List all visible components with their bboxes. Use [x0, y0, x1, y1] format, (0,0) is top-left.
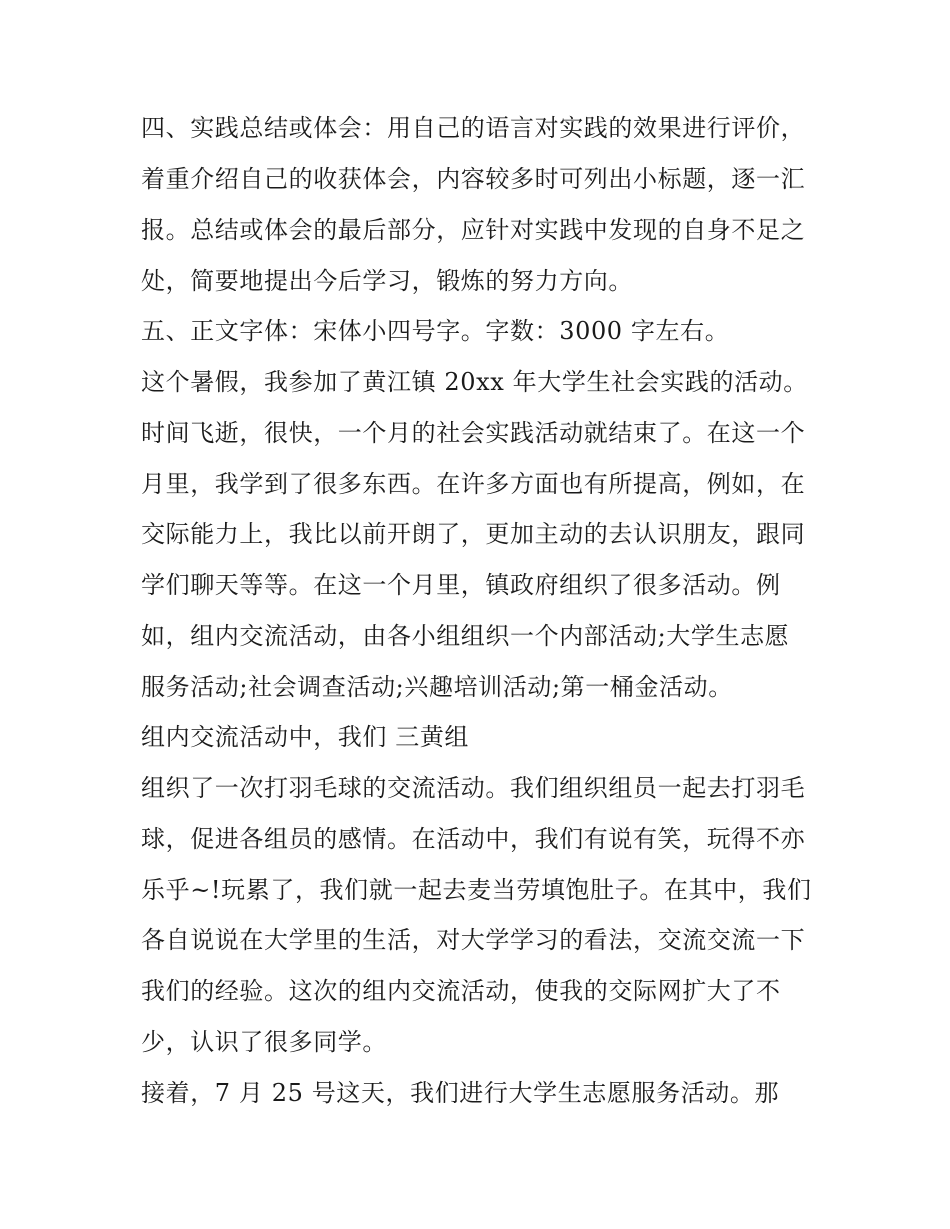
text-line: 各自说说在大学里的生活，对大学学习的看法，交流交流一下 — [141, 926, 806, 954]
text-line: 球，促进各组员的感情。在活动中，我们有说有笑，玩得不亦 — [141, 825, 806, 853]
text-line: 组内交流活动中，我们 三黄组 — [141, 723, 470, 751]
text-line: 乐乎~!玩累了，我们就一起去麦当劳填饱肚子。在其中，我们 — [141, 876, 812, 904]
text-line: 交际能力上，我比以前开朗了，更加主动的去认识朋友，跟同 — [141, 520, 806, 548]
text-line: 接着，7 月 25 号这天，我们进行大学生志愿服务活动。那 — [141, 1079, 780, 1107]
text-line: 这个暑假，我参加了黄江镇 20xx 年大学生社会实践的活动。 — [141, 368, 808, 396]
text-line: 着重介绍自己的收获体会，内容较多时可列出小标题，逐一汇 — [141, 165, 806, 193]
text-line: 如，组内交流活动，由各小组组织一个内部活动;大学生志愿 — [141, 622, 790, 650]
text-line: 处，简要地提出今后学习，锻炼的努力方向。 — [141, 267, 633, 295]
text-line: 月里，我学到了很多东西。在许多方面也有所提高，例如，在 — [141, 470, 806, 498]
text-line: 时间飞逝，很快，一个月的社会实践活动就结束了。在这一个 — [141, 419, 806, 447]
text-line: 少，认识了很多同学。 — [141, 1028, 387, 1056]
text-line: 服务活动;社会调查活动;兴趣培训活动;第一桶金活动。 — [141, 673, 733, 701]
text-line: 我们的经验。这次的组内交流活动，使我的交际网扩大了不 — [141, 977, 781, 1005]
text-line: 组织了一次打羽毛球的交流活动。我们组织组员一起去打羽毛 — [141, 774, 806, 802]
text-line: 四、实践总结或体会：用自己的语言对实践的效果进行评价， — [141, 114, 806, 142]
text-line: 五、正文字体：宋体小四号字。字数：3000 字左右。 — [141, 317, 730, 345]
text-line: 学们聊天等等。在这一个月里，镇政府组织了很多活动。例 — [141, 571, 781, 599]
text-line: 报。总结或体会的最后部分，应针对实践中发现的自身不足之 — [141, 216, 806, 244]
